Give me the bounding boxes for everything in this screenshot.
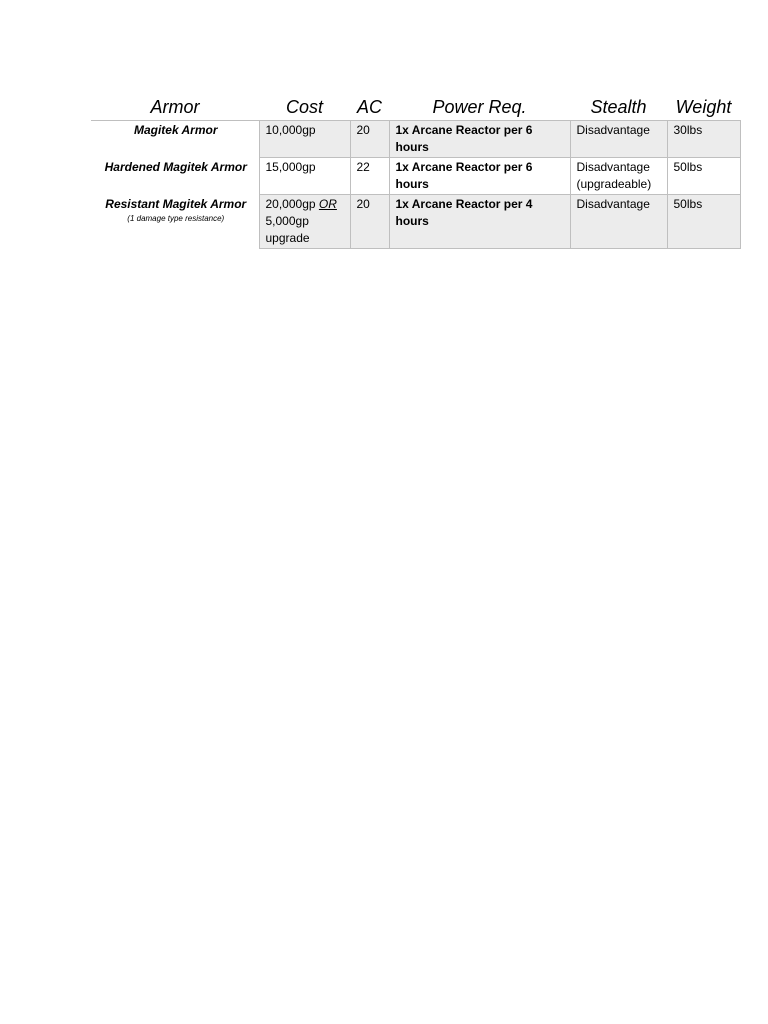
cost-or: OR bbox=[318, 197, 337, 211]
cost-main: 20,000gp bbox=[265, 197, 316, 211]
header-armor: Armor bbox=[150, 97, 200, 117]
table-row bbox=[91, 195, 740, 249]
armor-cost bbox=[259, 195, 350, 249]
header-ac: AC bbox=[356, 97, 382, 117]
armor-cost: 15,000gp bbox=[259, 158, 350, 195]
armor-weight: 30lbs bbox=[667, 121, 740, 158]
header-weight: Weight bbox=[675, 97, 732, 117]
table-header-row bbox=[91, 92, 740, 121]
armor-stealth: Disadvantage bbox=[570, 121, 667, 158]
armor-name bbox=[91, 158, 259, 195]
armor-weight: 50lbs bbox=[667, 195, 740, 249]
armor-name bbox=[91, 195, 259, 249]
armor-name-text: Resistant Magitek Armor bbox=[105, 196, 247, 211]
armor-stealth: Disadvantage (upgradeable) bbox=[570, 158, 667, 195]
armor-ac: 20 bbox=[350, 121, 389, 158]
armor-name-text: Hardened Magitek Armor bbox=[104, 159, 247, 174]
armor-stealth: Disadvantage bbox=[570, 195, 667, 249]
armor-table bbox=[91, 92, 741, 249]
header-stealth: Stealth bbox=[590, 97, 647, 117]
armor-ac: 20 bbox=[350, 195, 389, 249]
armor-power: 1x Arcane Reactor per 6 hours bbox=[389, 158, 570, 195]
armor-name bbox=[91, 121, 259, 158]
armor-power: 1x Arcane Reactor per 6 hours bbox=[389, 121, 570, 158]
armor-power: 1x Arcane Reactor per 4 hours bbox=[389, 195, 570, 249]
table-row bbox=[91, 121, 740, 158]
cost-alt: 5,000gp upgrade bbox=[265, 214, 310, 245]
armor-cost: 10,000gp bbox=[259, 121, 350, 158]
armor-name-text: Magitek Armor bbox=[133, 123, 218, 137]
table-row bbox=[91, 158, 740, 195]
header-cost: Cost bbox=[285, 97, 323, 117]
armor-ac: 22 bbox=[350, 158, 389, 195]
header-power: Power Req. bbox=[432, 97, 527, 117]
armor-note: (1 damage type resistance) bbox=[127, 213, 225, 223]
armor-weight: 50lbs bbox=[667, 158, 740, 195]
